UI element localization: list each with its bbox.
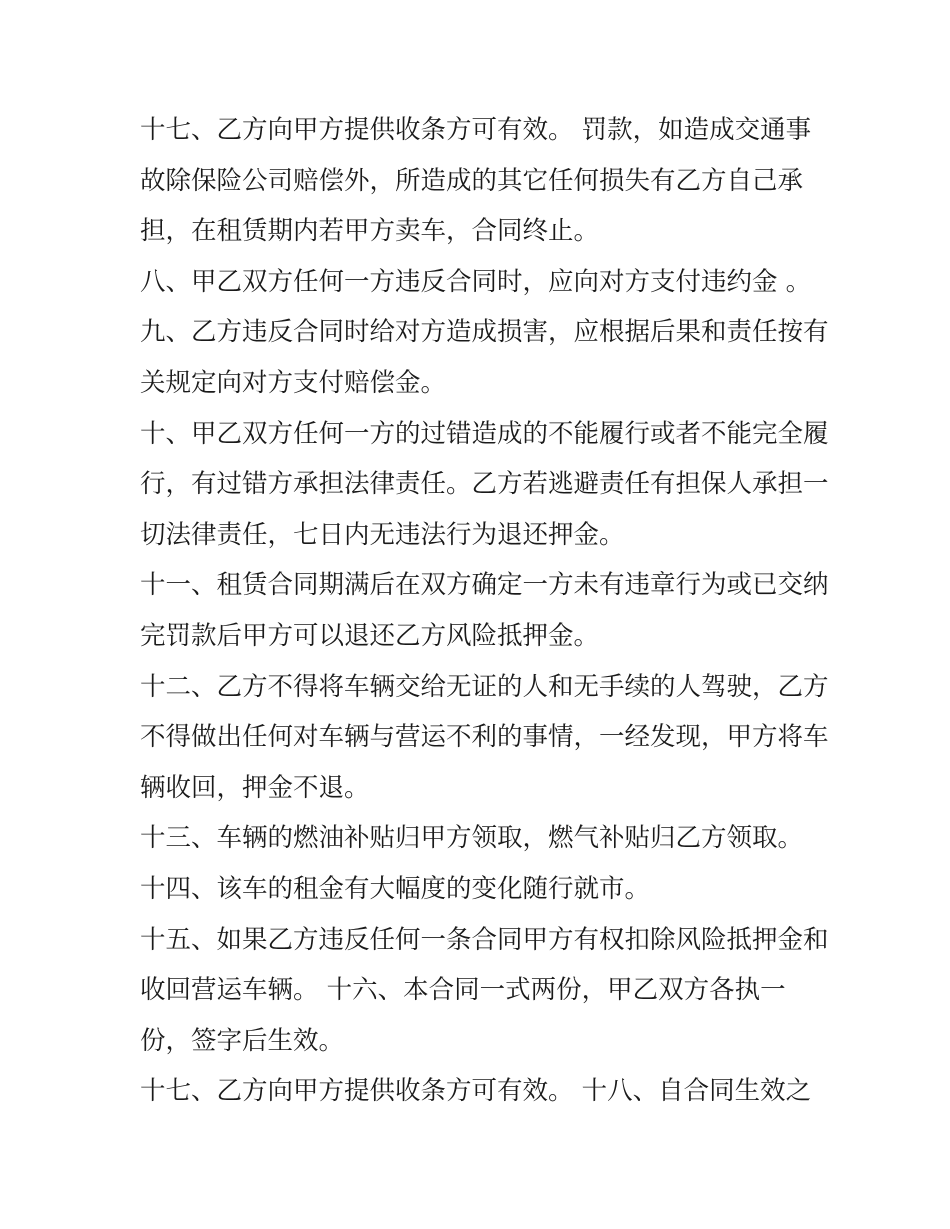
text-line: 十一、租赁合同期满后在双方确定一方未有违章行为或已交纳 [140,570,829,601]
contract-text [140,105,840,1117]
text-line: 十四、该车的租金有大幅度的变化随行就市。 [140,873,651,904]
text-line: 关规定向对方支付赔偿金。 [140,367,447,398]
text-line: 十二、乙方不得将车辆交给无证的人和无手续的人驾驶，乙方 [140,671,829,702]
text-line: 八、甲乙双方任何一方违反合同时，应向对方支付违约金 。 [140,266,812,297]
text-line: 故除保险公司赔偿外，所造成的其它任何损失有乙方自己承 [140,165,804,196]
text-line: 十、甲乙双方任何一方的过错造成的不能履行或者不能完全履 [140,418,829,449]
text-line: 十三、车辆的燃油补贴归甲方领取，燃气补贴归乙方领取。 [140,823,804,854]
text-line: 十五、如果乙方违反任何一条合同甲方有权扣除风险抵押金和 [140,924,829,955]
text-line: 十七、乙方向甲方提供收条方可有效。 十八、自合同生效之 [140,1076,812,1107]
text-line: 切法律责任，七日内无违法行为退还押金。 [140,519,625,550]
text-line: 辆收回，押金不退。 [140,772,370,803]
text-line: 行，有过错方承担法律责任。乙方若逃避责任有担保人承担一 [140,469,829,500]
text-line: 担，在租赁期内若甲方卖车，合同终止。 [140,216,600,247]
text-line: 收回营运车辆。 十六、本合同一式两份，甲乙双方各执一 [140,975,786,1006]
text-line: 十七、乙方向甲方提供收条方可有效。 罚款，如造成交通事 [140,115,812,145]
text-line: 份，签字后生效。 [140,1025,345,1056]
text-line: 完罚款后甲方可以退还乙方风险抵押金。 [140,620,600,651]
text-line: 九、乙方违反合同时给对方造成损害，应根据后果和责任按有 [140,317,829,348]
text-line: 不得做出任何对车辆与营运不利的事情，一经发现，甲方将车 [140,722,829,753]
